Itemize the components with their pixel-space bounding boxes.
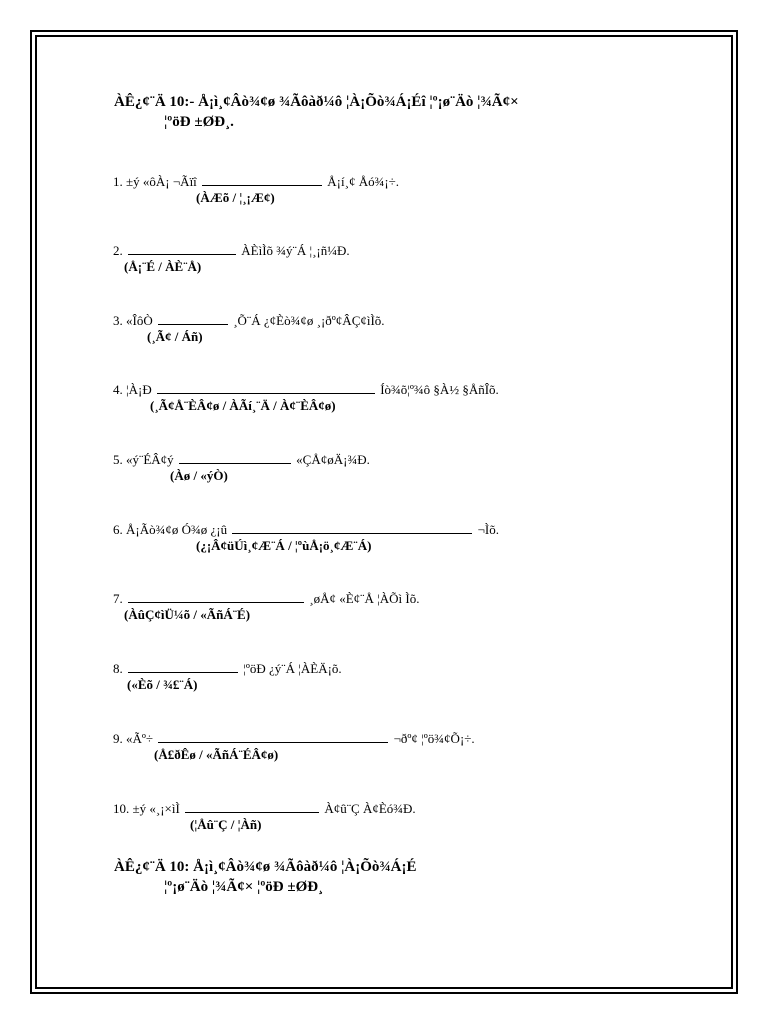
question-number: 3. — [113, 313, 123, 328]
question-text-after: «ÇÅ¢øÄ¡¾Ð. — [296, 452, 370, 467]
heading-line-1: ÀÊ¿¢¨Ä 10:- Å¡ì¸¢Âò¾¢ø ¾Ãôàð¼ô ¦À¡Õò¾Á¡Éî ¦º¡ø¨Äò ¦¾Ã¢× — [114, 94, 519, 110]
question-number: 6. — [113, 522, 123, 537]
question-8 — [113, 660, 673, 677]
question-number: 2. — [113, 243, 123, 258]
answer-blank[interactable] — [158, 312, 228, 325]
answer-blank[interactable] — [232, 521, 472, 534]
question-text-after: Íò¾õ¦º¾ô §À½ §ÅñÎõ. — [380, 382, 499, 397]
question-5 — [113, 451, 673, 468]
answer-blank[interactable] — [128, 590, 304, 603]
question-4 — [113, 381, 673, 398]
question-text-before: Å¡Ãò¾¢ø Ó¾ø ¿¡û — [126, 522, 228, 537]
question-text-after: ÀÈìÌõ ¾ý¨Á ¦¸¡ñ¼Ð. — [241, 243, 350, 258]
question-7 — [113, 590, 673, 607]
heading-line-2: ¦ºöÐ ±ØÐ¸. — [164, 114, 234, 130]
answer-options-8: («Èõ / ¾£¨Á) — [127, 677, 198, 692]
answer-blank[interactable] — [202, 173, 322, 186]
answer-options-3: (¸Ã¢ / Áñ) — [147, 329, 203, 344]
footer-line-1: ÀÊ¿¢¨Ä 10: Å¡ì¸¢Âò¾¢ø ¾Ãôàð¼ô ¦À¡Õò¾Á¡É — [114, 859, 417, 875]
answer-options-2: (Å¡¨É / ÀÈ¨Å) — [124, 259, 202, 274]
answer-options-7: (ÀûÇ¢ìÜ¼õ / «ÃñÁ¨É) — [124, 607, 251, 622]
answer-blank[interactable] — [158, 730, 388, 743]
question-number: 5. — [113, 452, 123, 467]
question-number: 9. — [113, 731, 123, 746]
question-number: 10. — [113, 801, 130, 816]
question-9 — [113, 730, 673, 747]
answer-options-9: (Å£ðÊø / «ÃñÁ¨ÉÂ¢ø) — [154, 747, 279, 762]
question-text-before: «ÎôÒ — [126, 313, 153, 328]
question-text-after: ¦ºöÐ ¿ý¨Á ¦ÀÈÄ¡õ. — [243, 661, 342, 676]
question-text-before: ¦À¡Ð — [126, 382, 152, 397]
answer-blank[interactable] — [128, 242, 236, 255]
answer-options-10: (¦Åû¨Ç / ¦Àñ) — [190, 817, 262, 832]
question-2 — [113, 242, 673, 259]
question-text-after: ¸Õ¨Á ¿¢Èò¾¢ø ¸¡ðº¢ÂÇ¢ìÌõ. — [233, 313, 385, 328]
footer-line-2: ¦º¡ø¨Äò ¦¾Ã¢× ¦ºöÐ ±ØÐ¸ — [164, 879, 324, 895]
answer-blank[interactable] — [128, 660, 238, 673]
answer-blank[interactable] — [179, 451, 291, 464]
question-3 — [113, 312, 673, 329]
question-number: 8. — [113, 661, 123, 676]
question-6 — [113, 521, 673, 538]
answer-blank[interactable] — [185, 800, 319, 813]
question-number: 1. — [113, 174, 123, 189]
question-text-before: «ý¨ÉÂ¢ý — [126, 452, 174, 467]
worksheet-footer-heading — [114, 857, 634, 897]
answer-options-5: (Àø / «ýÒ) — [170, 468, 228, 483]
question-text-after: ¬Ìõ. — [477, 522, 500, 537]
worksheet-heading — [114, 92, 634, 132]
question-text-before: ±ý «¸¡×ìÌ — [132, 801, 180, 816]
question-10 — [113, 800, 673, 817]
question-text-after: Å¡í¸¢ Åó¾¡÷. — [327, 174, 400, 189]
question-1 — [113, 173, 673, 190]
answer-options-6: (¿¡Â¢üÚì¸¢Æ¨Á / ¦ºùÅ¡ö¸¢Æ¨Á) — [196, 538, 372, 553]
answer-blank[interactable] — [157, 381, 375, 394]
question-text-after: À¢û¨Ç À¢Èó¾Ð. — [324, 801, 416, 816]
answer-options-4: (¸Ã¢Å¨ÈÂ¢ø / ÀÃí¸¨Ä / À¢¨ÈÂ¢ø) — [150, 398, 336, 413]
question-text-before: ±ý «ôÀ¡ ¬Ãïî — [126, 174, 197, 189]
answer-options-1: (ÀÆõ / ¦¸¡Æ¢) — [196, 190, 275, 205]
question-text-before: «Ãº÷ — [126, 731, 154, 746]
question-text-after: ¬ðº¢ ¦ºö¾¢Õ¡÷. — [393, 731, 475, 746]
question-text-after: ¸øÅ¢ «È¢¨Å ¦ÀÕì Ìõ. — [309, 591, 420, 606]
question-number: 4. — [113, 382, 123, 397]
question-number: 7. — [113, 591, 123, 606]
